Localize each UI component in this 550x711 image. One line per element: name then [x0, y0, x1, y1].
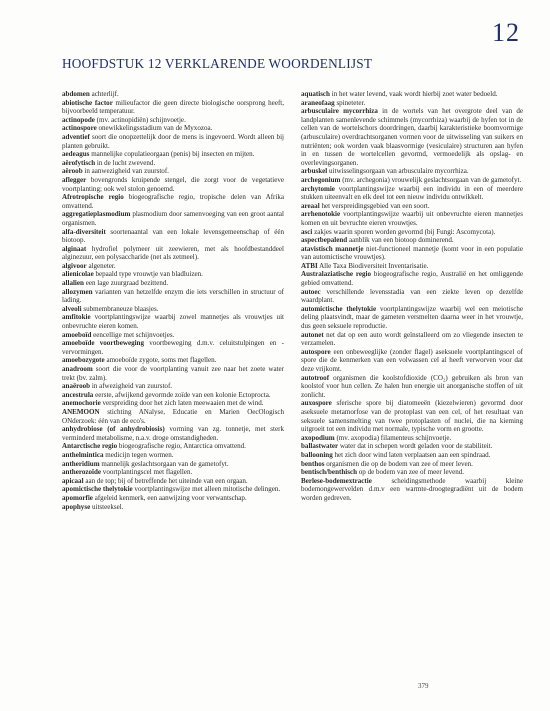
glossary-definition: scheidingsmethode waarbij kleine bodemongewervelden d.m.v een warmte-droogtegradiënt uit de bodem worden gedreven. — [301, 476, 524, 502]
glossary-term: bentisch/benthisch — [301, 468, 357, 477]
glossary-definition: varianten van hetzelfde enzym die iets verschillen in structuur of lading. — [62, 287, 285, 305]
glossary-definition: algeneter. — [88, 261, 116, 270]
glossary-entry — [301, 468, 523, 477]
glossary-entry — [301, 451, 523, 460]
glossary-definition: verspreiding door het zich laten meewaaien met de wind. — [102, 399, 264, 408]
glossary-definition: eerste, afwijkend gevormde zoïde van een kolonie Ectoprocta. — [95, 390, 271, 399]
glossary-term: benthos — [301, 459, 325, 468]
chapter-title: HOOFDSTUK 12 VERKLARENDE WOORDENLIJST — [62, 56, 373, 71]
glossary-term: abiotische factor — [62, 98, 113, 107]
glossary-entry — [301, 99, 523, 108]
glossary-term: apomictische thelytokie — [62, 485, 133, 494]
glossary-definition: verschillende levensstadia van een ziekte leven op dezelfde waardplant. — [301, 287, 523, 305]
glossary-entry — [301, 228, 523, 237]
glossary-term: areaal — [301, 201, 320, 210]
glossary-term: anaëroob — [62, 382, 91, 391]
glossary-entry — [62, 270, 284, 279]
glossary-entry — [62, 503, 284, 512]
glossary-definition: uitwisselingsorgaan van arbusculaire mycorrhiza. — [329, 167, 469, 176]
glossary-term: aedeagus — [62, 150, 90, 159]
glossary-term: amoebozygote — [62, 356, 105, 365]
glossary-entry — [301, 460, 523, 469]
glossary-definition: achterlijf. — [91, 90, 119, 98]
glossary-definition: soort die voor de voortplanting vanuit zee naar het zoete water trekt (bv. zalm). — [62, 365, 285, 382]
glossary-definition: soort die onopzettelijk door de mens is ingevoerd. Wordt alleen bij planten gebruikt. — [62, 132, 284, 150]
glossary-definition: voortplantingswijze waarbij een individu in een of meerdere stukken uiteenvalt en elk deel tot een nieuw individu ontwikkelt. — [301, 184, 523, 202]
glossary-definition: voortplantingswijze waarbij wel een meiotische deling plaatsvindt, maar de gameten versmelten daarna weer in het vrouwtje, dus geen seksuele reproductie. — [301, 304, 523, 331]
glossary-term: axopodium — [301, 433, 335, 442]
glossary-term: autonet — [301, 330, 324, 339]
glossary-definition: (mv. archegonia) vrouwelijk geslachtsorgaan van de gametofyt. — [342, 175, 522, 184]
glossary-entry — [62, 210, 284, 227]
glossary-entry — [301, 202, 523, 211]
glossary-entry — [62, 339, 284, 356]
glossary-term: anhydrobiose (of anhydrobiosis) — [62, 425, 165, 434]
glossary-entry — [62, 485, 284, 494]
glossary-definition: milieufactor die geen directe biologische oorsprong heeft, bijvoorbeeld temperatuur. — [62, 98, 285, 116]
glossary-entry — [301, 107, 523, 167]
glossary-term: anemochorie — [62, 399, 101, 408]
glossary-definition: onewikkelingsstadium van de Myxozoa. — [98, 124, 213, 133]
glossary-entry — [62, 288, 284, 305]
glossary-entry — [301, 305, 523, 331]
glossary-definition: voortplantingswijze met alleen mitotische delingen. — [134, 485, 281, 494]
glossary-entry — [301, 262, 523, 271]
glossary-definition: aan de top; bij of betreffende het uiteinde van een orgaan. — [85, 476, 248, 485]
glossary-term: Australaziatische regio — [301, 270, 371, 279]
glossary-definition: in aanwezigheid van zuurstof. — [84, 167, 169, 176]
glossary-entry — [62, 442, 284, 451]
glossary-definition: op de bodem van zee of meer levend. — [358, 468, 465, 477]
glossary-definition: in de wortels van het overgrote deel van de landplanten samenlevende schimmels (mycorrhiza) waarbij de hyfen tot in de cellen van de wortelschors doordringen, daarbij karakteristieke boomvormige (arbusculaire) overdrachtsorganen vormen voor de uitwisseling van suikers en nutriënten; ook worden vaak blaasvormige (vesiculaire) structuren aan hyfen in en tussen de wortelcellen gevormd, vermoedelijk als opslag- en overlevingsorganen. — [301, 107, 524, 167]
glossary-definition: in afwezigheid van zuurstof. — [91, 382, 173, 391]
glossary-definition: voortplantingswijze waarbij uit onbevruchte eieren mannetjes komen en uit bevruchte eieren vrouwtjes. — [301, 210, 523, 227]
glossary-entry — [62, 399, 284, 408]
glossary-entry — [62, 99, 284, 116]
glossary-entry — [301, 288, 523, 305]
glossary-entry — [301, 399, 523, 433]
page-number: 379 — [418, 682, 429, 690]
glossary-entry — [301, 245, 523, 262]
glossary-entry — [62, 262, 284, 271]
glossary-definition: eencellige met schijnvoetjes. — [93, 330, 175, 339]
glossary-term: alginaat — [62, 244, 87, 253]
glossary-definition: stichting ANalyse, Educatie en Marien OecOlogisch ONderzoek: één van de eco's. — [62, 407, 284, 425]
glossary-entry — [62, 356, 284, 365]
glossary-term: aggregatieplasmodium — [62, 210, 131, 219]
glossary-entry — [301, 236, 523, 245]
glossary-definition: organismen die koolstofdioxide (CO₂) gebruiken als bron van koolstof voor hun cellen. Ze halen hun energie uit anorganische stoffen of uit zonlicht. — [301, 373, 524, 399]
glossary-definition: water dat in schepen wordt geladen voor de stabiliteit. — [339, 442, 493, 451]
glossary-definition: afgeleid kenmerk, een aanwijzing voor verwantschap. — [94, 493, 247, 502]
glossary-definition: bovengronds kruipende stengel, die zorgt voor de vegetatieve voortplanting; ook wel stolon genoemd. — [62, 175, 285, 193]
glossary-term: alfa-diversiteit — [62, 227, 106, 236]
glossary-entry — [62, 331, 284, 340]
glossary-entry — [301, 374, 523, 400]
glossary-term: autospore — [301, 347, 331, 356]
glossary-term: alveoli — [62, 304, 82, 313]
glossary-definition: amoeboïde zygote, soms met flagellen. — [106, 356, 217, 365]
glossary-term: araneofaag — [301, 98, 335, 107]
glossary-term: asci — [301, 227, 313, 236]
glossary-term: Berlese-bodemextractie — [301, 476, 372, 485]
glossary-entry — [301, 167, 523, 176]
glossary-definition: submembraneuze blaasjes. — [83, 304, 159, 313]
glossary-entry — [62, 116, 284, 125]
glossary-entry — [62, 305, 284, 314]
glossary-definition: biogeografische regio, Antarctica omvattend. — [118, 442, 246, 451]
glossary-term: autotroof — [301, 373, 330, 382]
glossary-definition: hydrofiel polymeer uit zeewieren, met als hoofdbestanddeel alginezuur, een polysaccharide (net als zetmeel). — [62, 244, 284, 262]
glossary-term: amfitokie — [62, 313, 91, 322]
glossary-entry — [301, 176, 523, 185]
glossary-entry — [301, 210, 523, 227]
glossary-definition: voortplantingswijze waarbij zowel mannetjes als vrouwtjes uit onbevruchte eieren komen. — [62, 313, 284, 331]
glossary-term: archytomie — [301, 184, 335, 193]
glossary-entry — [62, 228, 284, 245]
glossary-definition: voortplantingscel met flagellen. — [102, 468, 193, 477]
glossary-term: actinospore — [62, 124, 97, 133]
glossary-entry — [62, 365, 284, 382]
glossary-entry — [301, 331, 523, 348]
glossary-entry — [301, 348, 523, 374]
glossary-term: apomorfie — [62, 493, 93, 502]
glossary-definition: voortbeweging d.m.v. celuitstulpingen en -vervormingen. — [62, 339, 284, 356]
glossary-term: ANEMOON — [62, 407, 100, 416]
glossary-entry — [62, 313, 284, 330]
glossary-definition: spineteter. — [336, 98, 366, 107]
glossary-entry — [301, 477, 523, 503]
glossary-term: automictische thelytokie — [301, 304, 377, 313]
glossary-term: aëroob — [62, 167, 83, 176]
glossary-entry — [62, 494, 284, 503]
glossary-definition: in de lucht zwevend. — [96, 158, 156, 167]
glossary-definition: in het water levend, vaak wordt hierbij zoet water bedoeld. — [331, 90, 498, 98]
glossary-entry — [62, 124, 284, 133]
glossary-definition: medicijn tegen wormen. — [105, 450, 174, 459]
glossary-column-right — [301, 90, 523, 503]
glossary-term: ancestrula — [62, 390, 94, 399]
glossary-term: alienicolae — [62, 270, 94, 279]
glossary-term: antherozoïde — [62, 468, 102, 477]
glossary-entry — [62, 425, 284, 442]
glossary-definition: sferische spore bij diatomeeën (kiezelwieren) gevormd door aseksuele metamorfose van de protoplast van een cel, of het resultaat van seksuele samensmelting van twee protoplasten of nuclei, die na kieming uitgroeit tot een individu met normale, typische vorm en grootte. — [301, 399, 524, 434]
glossary-definition: zakjes waarin sporen worden gevormd (bij Fungi: Ascomycota). — [314, 227, 496, 236]
glossary-term: amoeboïde voortbeweging — [62, 339, 144, 348]
glossary-term: arbuskel — [301, 167, 328, 176]
glossary-term: anadroom — [62, 365, 93, 373]
glossary-definition: uitsteeksel. — [91, 502, 124, 511]
glossary-term: abdomen — [62, 90, 90, 98]
glossary-definition: bepaald type vrouwtje van bladluizen. — [95, 270, 203, 279]
glossary-entry — [62, 279, 284, 288]
glossary-definition: het zich door wind laten verplaatsen aan een spindraad. — [334, 450, 491, 459]
glossary-entry — [301, 442, 523, 451]
glossary-entry — [301, 185, 523, 202]
glossary-entry — [62, 451, 284, 460]
glossary-definition: biogeografische regio, tropische delen van Afrika omvattend. — [62, 193, 284, 210]
glossary-entry — [62, 391, 284, 400]
glossary-definition: mannelijke copulatieorgaan (penis) bij insecten en mijten. — [91, 150, 255, 159]
glossary-term: apicaal — [62, 476, 84, 485]
glossary-entry — [62, 245, 284, 262]
glossary-definition: (mv. actinopidiën) schijnvoetje. — [96, 115, 186, 124]
glossary-definition: plasmodium door samenvoeging van een groot aantal organismen. — [62, 210, 285, 227]
glossary-term: allalien — [62, 279, 84, 288]
glossary-column-left — [62, 90, 284, 511]
glossary-term: algivoor — [62, 261, 87, 270]
glossary-term: atavistisch mannetje — [301, 244, 364, 253]
glossary-entry — [62, 382, 284, 391]
glossary-definition: aanblik van een biotoop dominerend. — [348, 236, 454, 245]
glossary-definition: (mv. axopodia) filamenteus schijnvoetje. — [336, 433, 452, 442]
glossary-entry — [62, 193, 284, 210]
glossary-term: ATBI — [301, 261, 318, 270]
glossary-definition: niet-functioneel mannetje (komt voor in een populatie van automictische vrouwtjes). — [301, 244, 524, 262]
glossary-term: ballooning — [301, 450, 333, 459]
glossary-entry — [301, 434, 523, 443]
glossary-definition: een lage zuurgraad bezittend. — [85, 279, 169, 288]
glossary-term: aspectbepalend — [301, 236, 348, 245]
glossary-term: arrhenotokie — [301, 210, 341, 219]
glossary-entry — [62, 176, 284, 193]
glossary-term: arbusculaire mycorrhiza — [301, 107, 378, 116]
glossary-definition: biogeografische regio, Australië en het omliggende gebied omvattend. — [301, 270, 523, 288]
glossary-term: ballastwater — [301, 442, 339, 451]
glossary-entry — [62, 167, 284, 176]
glossary-term: Afrotropische regio — [62, 193, 124, 202]
glossary-term: anthelmintica — [62, 450, 104, 459]
glossary-term: auxospore — [301, 399, 332, 408]
glossary-entry — [62, 159, 284, 168]
glossary-term: archegonium — [301, 175, 341, 184]
glossary-term: autoec — [301, 287, 321, 296]
glossary-definition: het verspreidingsgebied van een soort. — [321, 201, 430, 210]
glossary-term: actinopode — [62, 115, 95, 124]
glossary-entry — [62, 468, 284, 477]
glossary-entry — [301, 270, 523, 287]
glossary-term: adventief — [62, 132, 90, 141]
glossary-entry — [62, 460, 284, 469]
glossary-entry — [62, 408, 284, 425]
glossary-definition: vorming van zg. tonnetje, met sterk verminderd metabolisme, n.a.v. droge omstandigheden. — [62, 425, 284, 442]
glossary-definition: Alle Taxa Biodiversiteit Inventarisatie. — [319, 261, 429, 270]
glossary-term: allozymen — [62, 287, 93, 296]
glossary-term: apophyse — [62, 502, 91, 511]
glossary-term: amoeboïd — [62, 330, 92, 339]
glossary-entry — [301, 90, 523, 99]
glossary-definition: soortenaantal van een lokale levensgemeenschap of één biotoop. — [62, 227, 284, 245]
glossary-term: Antarctische regio — [62, 442, 118, 451]
glossary-term: antheridium — [62, 459, 100, 468]
glossary-entry — [62, 90, 284, 99]
glossary-definition: organismen die op de bodem van zee of meer leven. — [326, 459, 473, 468]
glossary-definition: een onbeweeglijke (zonder flagel) aseksuele voortplantingscel of spore die de kenmerken van een volwassen cel al heeft verworven voor dat deze vrijkomt. — [301, 347, 523, 373]
glossary-entry — [62, 477, 284, 486]
glossary-term: aflegger — [62, 175, 87, 184]
chapter-number: 12 — [492, 18, 520, 47]
glossary-term: aërofytisch — [62, 158, 96, 167]
glossary-entry — [62, 133, 284, 150]
glossary-term: aquatisch — [301, 90, 330, 98]
glossary-entry — [62, 150, 284, 159]
glossary-definition: net dat op een auto wordt geïnstalleerd om zo vliegende insecten te verzamelen. — [301, 330, 523, 348]
glossary-definition: mannelijk geslachtsorgaan van de gametofyt. — [101, 459, 229, 468]
